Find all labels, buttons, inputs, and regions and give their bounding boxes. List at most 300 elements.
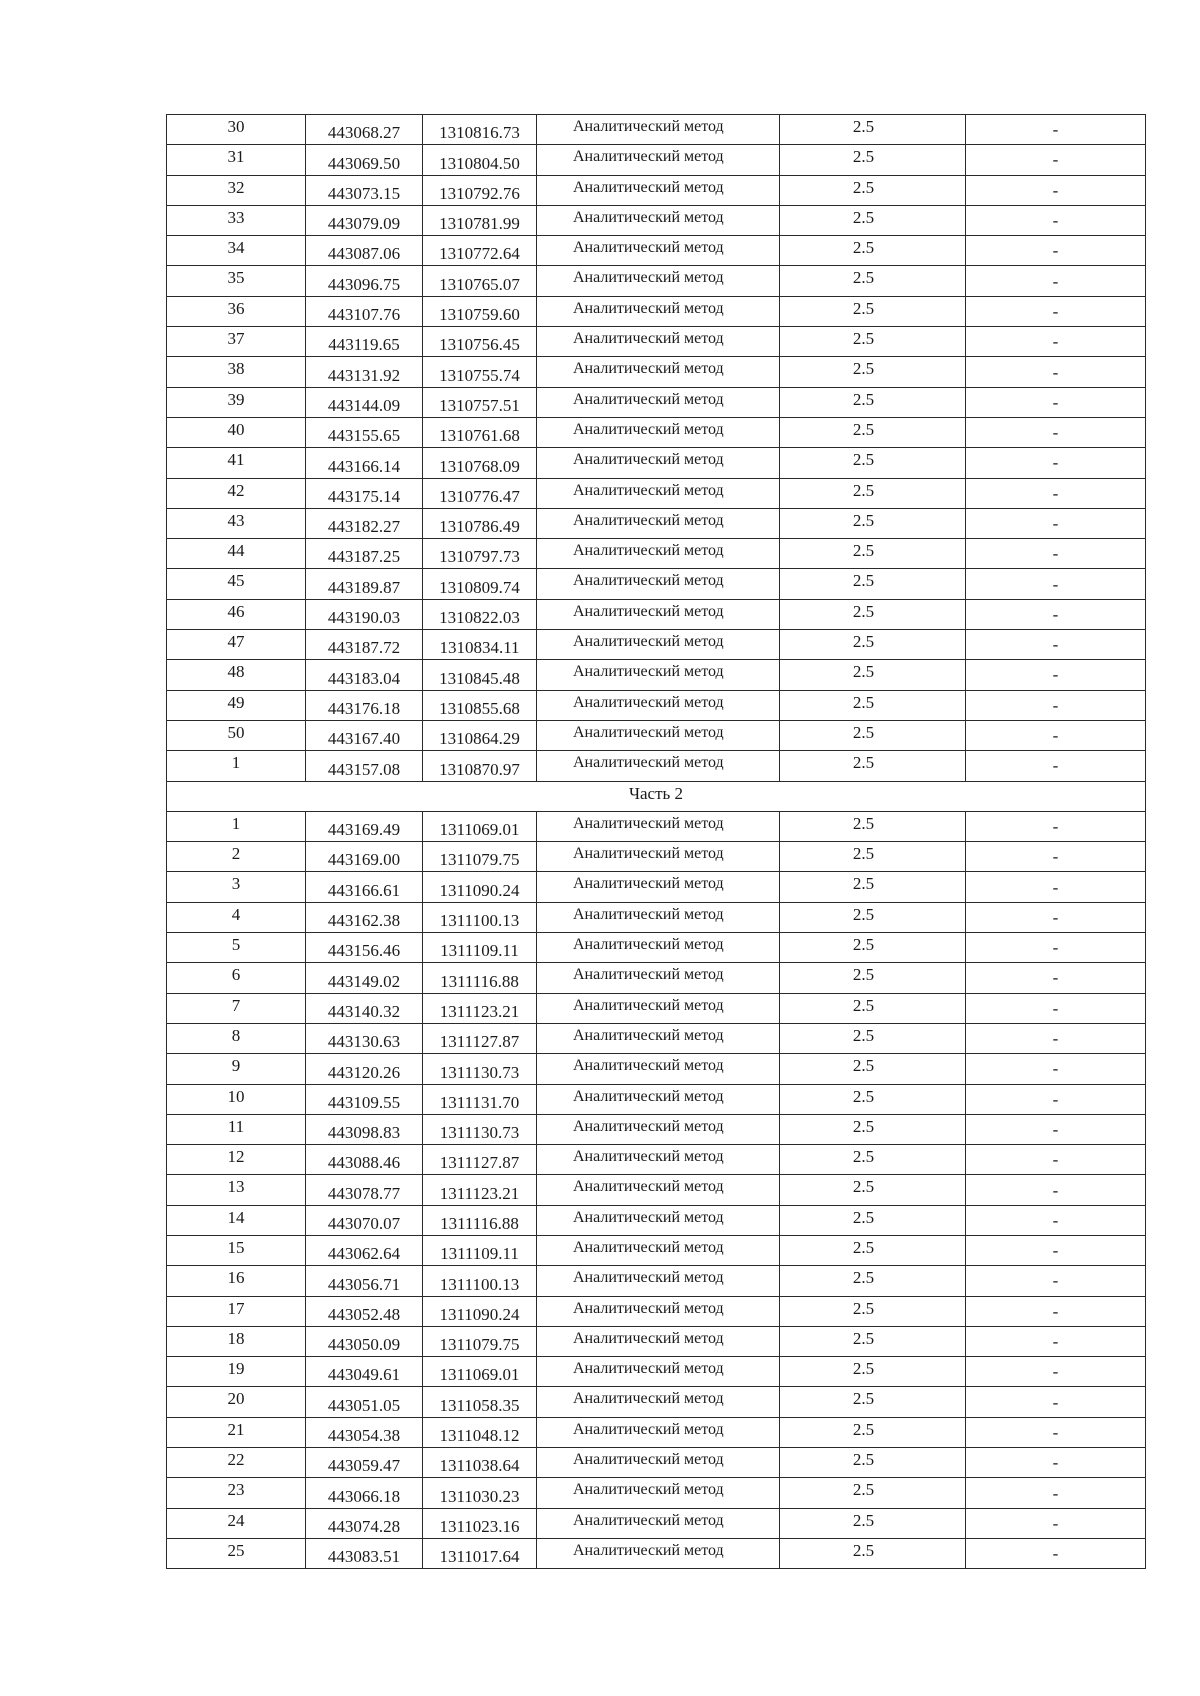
description-cell: -: [966, 1326, 1146, 1356]
point-number-cell: 40: [167, 417, 306, 447]
x-coordinate-cell: 443059.47: [306, 1448, 423, 1478]
description-cell: -: [966, 1508, 1146, 1538]
accuracy-cell: 2.5: [780, 751, 966, 781]
table-row: [167, 569, 1146, 599]
y-coordinate-cell: 1310855.68: [423, 690, 537, 720]
y-coordinate-cell: 1311127.87: [423, 1023, 537, 1053]
table-row: [167, 1175, 1146, 1205]
accuracy-cell: 2.5: [780, 266, 966, 296]
table-row: [167, 1417, 1146, 1447]
x-coordinate-cell: 443167.40: [306, 720, 423, 750]
x-coordinate-cell: 443166.61: [306, 872, 423, 902]
x-coordinate-cell: 443068.27: [306, 115, 423, 145]
method-cell: Аналитический метод: [537, 1357, 780, 1387]
method-cell: Аналитический метод: [537, 1205, 780, 1235]
x-coordinate-cell: 443155.65: [306, 417, 423, 447]
point-number-cell: 21: [167, 1417, 306, 1447]
x-coordinate-cell: 443187.25: [306, 539, 423, 569]
description-cell: -: [966, 478, 1146, 508]
table-row: [167, 1296, 1146, 1326]
method-cell: Аналитический метод: [537, 1387, 780, 1417]
description-cell: -: [966, 266, 1146, 296]
table-row: [167, 1326, 1146, 1356]
table-row: [167, 448, 1146, 478]
accuracy-cell: 2.5: [780, 145, 966, 175]
description-cell: -: [966, 1175, 1146, 1205]
accuracy-cell: 2.5: [780, 963, 966, 993]
method-cell: Аналитический метод: [537, 660, 780, 690]
table-row: [167, 1145, 1146, 1175]
table-row: [167, 842, 1146, 872]
description-cell: -: [966, 842, 1146, 872]
description-cell: -: [966, 1023, 1146, 1053]
method-cell: Аналитический метод: [537, 1478, 780, 1508]
y-coordinate-cell: 1311069.01: [423, 1357, 537, 1387]
description-cell: -: [966, 1357, 1146, 1387]
point-number-cell: 5: [167, 933, 306, 963]
accuracy-cell: 2.5: [780, 448, 966, 478]
y-coordinate-cell: 1310816.73: [423, 115, 537, 145]
point-number-cell: 14: [167, 1205, 306, 1235]
accuracy-cell: 2.5: [780, 236, 966, 266]
coordinates-table: [166, 114, 1146, 1569]
accuracy-cell: 2.5: [780, 630, 966, 660]
table-row: [167, 1357, 1146, 1387]
point-number-cell: 19: [167, 1357, 306, 1387]
accuracy-cell: 2.5: [780, 1448, 966, 1478]
description-cell: -: [966, 508, 1146, 538]
y-coordinate-cell: 1310759.60: [423, 296, 537, 326]
table-row: [167, 1478, 1146, 1508]
accuracy-cell: 2.5: [780, 690, 966, 720]
method-cell: Аналитический метод: [537, 1417, 780, 1447]
description-cell: -: [966, 417, 1146, 447]
method-cell: Аналитический метод: [537, 993, 780, 1023]
table-row: [167, 630, 1146, 660]
accuracy-cell: 2.5: [780, 660, 966, 690]
y-coordinate-cell: 1311017.64: [423, 1538, 537, 1568]
table-row: [167, 751, 1146, 781]
accuracy-cell: 2.5: [780, 720, 966, 750]
method-cell: Аналитический метод: [537, 842, 780, 872]
method-cell: Аналитический метод: [537, 1508, 780, 1538]
accuracy-cell: 2.5: [780, 1326, 966, 1356]
y-coordinate-cell: 1311079.75: [423, 842, 537, 872]
point-number-cell: 16: [167, 1266, 306, 1296]
table-row: [167, 1235, 1146, 1265]
accuracy-cell: 2.5: [780, 933, 966, 963]
y-coordinate-cell: 1311100.13: [423, 1266, 537, 1296]
table-row: [167, 357, 1146, 387]
accuracy-cell: 2.5: [780, 1054, 966, 1084]
y-coordinate-cell: 1311116.88: [423, 963, 537, 993]
method-cell: Аналитический метод: [537, 811, 780, 841]
accuracy-cell: 2.5: [780, 1387, 966, 1417]
method-cell: Аналитический метод: [537, 902, 780, 932]
point-number-cell: 2: [167, 842, 306, 872]
y-coordinate-cell: 1310822.03: [423, 599, 537, 629]
method-cell: Аналитический метод: [537, 478, 780, 508]
table-row: [167, 963, 1146, 993]
point-number-cell: 1: [167, 751, 306, 781]
x-coordinate-cell: 443140.32: [306, 993, 423, 1023]
accuracy-cell: 2.5: [780, 1417, 966, 1447]
description-cell: -: [966, 872, 1146, 902]
description-cell: -: [966, 1054, 1146, 1084]
point-number-cell: 38: [167, 357, 306, 387]
x-coordinate-cell: 443052.48: [306, 1296, 423, 1326]
x-coordinate-cell: 443088.46: [306, 1145, 423, 1175]
accuracy-cell: 2.5: [780, 205, 966, 235]
y-coordinate-cell: 1310834.11: [423, 630, 537, 660]
accuracy-cell: 2.5: [780, 1508, 966, 1538]
y-coordinate-cell: 1311127.87: [423, 1145, 537, 1175]
point-number-cell: 31: [167, 145, 306, 175]
x-coordinate-cell: 443144.09: [306, 387, 423, 417]
method-cell: Аналитический метод: [537, 539, 780, 569]
x-coordinate-cell: 443051.05: [306, 1387, 423, 1417]
point-number-cell: 32: [167, 175, 306, 205]
method-cell: Аналитический метод: [537, 1023, 780, 1053]
method-cell: Аналитический метод: [537, 296, 780, 326]
description-cell: -: [966, 690, 1146, 720]
method-cell: Аналитический метод: [537, 175, 780, 205]
description-cell: -: [966, 448, 1146, 478]
table-row: [167, 1084, 1146, 1114]
method-cell: Аналитический метод: [537, 448, 780, 478]
y-coordinate-cell: 1310809.74: [423, 569, 537, 599]
table-row: [167, 872, 1146, 902]
method-cell: Аналитический метод: [537, 1266, 780, 1296]
point-number-cell: 12: [167, 1145, 306, 1175]
x-coordinate-cell: 443157.08: [306, 751, 423, 781]
description-cell: -: [966, 1387, 1146, 1417]
point-number-cell: 35: [167, 266, 306, 296]
point-number-cell: 39: [167, 387, 306, 417]
description-cell: -: [966, 387, 1146, 417]
description-cell: -: [966, 115, 1146, 145]
description-cell: -: [966, 1296, 1146, 1326]
part-2-heading: Часть 2: [167, 781, 1146, 811]
y-coordinate-cell: 1311130.73: [423, 1114, 537, 1144]
x-coordinate-cell: 443107.76: [306, 296, 423, 326]
x-coordinate-cell: 443078.77: [306, 1175, 423, 1205]
method-cell: Аналитический метод: [537, 1326, 780, 1356]
point-number-cell: 15: [167, 1235, 306, 1265]
method-cell: Аналитический метод: [537, 1296, 780, 1326]
table-row: [167, 417, 1146, 447]
description-cell: -: [966, 811, 1146, 841]
y-coordinate-cell: 1311116.88: [423, 1205, 537, 1235]
method-cell: Аналитический метод: [537, 1538, 780, 1568]
description-cell: -: [966, 1235, 1146, 1265]
description-cell: -: [966, 327, 1146, 357]
description-cell: -: [966, 993, 1146, 1023]
point-number-cell: 23: [167, 1478, 306, 1508]
accuracy-cell: 2.5: [780, 1175, 966, 1205]
x-coordinate-cell: 443087.06: [306, 236, 423, 266]
x-coordinate-cell: 443083.51: [306, 1538, 423, 1568]
point-number-cell: 6: [167, 963, 306, 993]
description-cell: -: [966, 205, 1146, 235]
accuracy-cell: 2.5: [780, 1478, 966, 1508]
table-row: [167, 327, 1146, 357]
point-number-cell: 49: [167, 690, 306, 720]
point-number-cell: 42: [167, 478, 306, 508]
description-cell: -: [966, 1478, 1146, 1508]
table-row: [167, 266, 1146, 296]
point-number-cell: 17: [167, 1296, 306, 1326]
point-number-cell: 44: [167, 539, 306, 569]
y-coordinate-cell: 1311030.23: [423, 1478, 537, 1508]
y-coordinate-cell: 1311090.24: [423, 872, 537, 902]
table-row: [167, 145, 1146, 175]
accuracy-cell: 2.5: [780, 599, 966, 629]
accuracy-cell: 2.5: [780, 387, 966, 417]
accuracy-cell: 2.5: [780, 296, 966, 326]
method-cell: Аналитический метод: [537, 569, 780, 599]
method-cell: Аналитический метод: [537, 327, 780, 357]
accuracy-cell: 2.5: [780, 1538, 966, 1568]
method-cell: Аналитический метод: [537, 1145, 780, 1175]
point-number-cell: 36: [167, 296, 306, 326]
accuracy-cell: 2.5: [780, 902, 966, 932]
table-row: [167, 690, 1146, 720]
x-coordinate-cell: 443187.72: [306, 630, 423, 660]
method-cell: Аналитический метод: [537, 1114, 780, 1144]
point-number-cell: 50: [167, 720, 306, 750]
x-coordinate-cell: 443119.65: [306, 327, 423, 357]
accuracy-cell: 2.5: [780, 417, 966, 447]
x-coordinate-cell: 443131.92: [306, 357, 423, 387]
table-row: [167, 296, 1146, 326]
table-row: [167, 1448, 1146, 1478]
method-cell: Аналитический метод: [537, 720, 780, 750]
point-number-cell: 43: [167, 508, 306, 538]
y-coordinate-cell: 1311090.24: [423, 1296, 537, 1326]
description-cell: -: [966, 630, 1146, 660]
accuracy-cell: 2.5: [780, 1357, 966, 1387]
y-coordinate-cell: 1310755.74: [423, 357, 537, 387]
table-row: [167, 811, 1146, 841]
point-number-cell: 7: [167, 993, 306, 1023]
y-coordinate-cell: 1311048.12: [423, 1417, 537, 1447]
method-cell: Аналитический метод: [537, 1054, 780, 1084]
point-number-cell: 41: [167, 448, 306, 478]
table-row: [167, 236, 1146, 266]
description-cell: -: [966, 1205, 1146, 1235]
method-cell: Аналитический метод: [537, 751, 780, 781]
x-coordinate-cell: 443096.75: [306, 266, 423, 296]
y-coordinate-cell: 1310761.68: [423, 417, 537, 447]
point-number-cell: 25: [167, 1538, 306, 1568]
y-coordinate-cell: 1311069.01: [423, 811, 537, 841]
y-coordinate-cell: 1311131.70: [423, 1084, 537, 1114]
x-coordinate-cell: 443182.27: [306, 508, 423, 538]
y-coordinate-cell: 1310772.64: [423, 236, 537, 266]
table-row: [167, 1387, 1146, 1417]
x-coordinate-cell: 443079.09: [306, 205, 423, 235]
accuracy-cell: 2.5: [780, 1114, 966, 1144]
accuracy-cell: 2.5: [780, 1084, 966, 1114]
x-coordinate-cell: 443162.38: [306, 902, 423, 932]
description-cell: -: [966, 1114, 1146, 1144]
x-coordinate-cell: 443054.38: [306, 1417, 423, 1447]
table-row: [167, 1266, 1146, 1296]
y-coordinate-cell: 1310757.51: [423, 387, 537, 417]
y-coordinate-cell: 1311100.13: [423, 902, 537, 932]
table-row: [167, 478, 1146, 508]
accuracy-cell: 2.5: [780, 811, 966, 841]
method-cell: Аналитический метод: [537, 1175, 780, 1205]
table-row: [167, 902, 1146, 932]
point-number-cell: 46: [167, 599, 306, 629]
method-cell: Аналитический метод: [537, 357, 780, 387]
accuracy-cell: 2.5: [780, 1145, 966, 1175]
point-number-cell: 20: [167, 1387, 306, 1417]
y-coordinate-cell: 1310776.47: [423, 478, 537, 508]
description-cell: -: [966, 539, 1146, 569]
x-coordinate-cell: 443074.28: [306, 1508, 423, 1538]
point-number-cell: 45: [167, 569, 306, 599]
x-coordinate-cell: 443189.87: [306, 569, 423, 599]
accuracy-cell: 2.5: [780, 327, 966, 357]
method-cell: Аналитический метод: [537, 145, 780, 175]
y-coordinate-cell: 1310786.49: [423, 508, 537, 538]
table-row: [167, 387, 1146, 417]
point-number-cell: 3: [167, 872, 306, 902]
method-cell: Аналитический метод: [537, 115, 780, 145]
point-number-cell: 1: [167, 811, 306, 841]
accuracy-cell: 2.5: [780, 1205, 966, 1235]
accuracy-cell: 2.5: [780, 1023, 966, 1053]
description-cell: -: [966, 1538, 1146, 1568]
accuracy-cell: 2.5: [780, 842, 966, 872]
y-coordinate-cell: 1310864.29: [423, 720, 537, 750]
accuracy-cell: 2.5: [780, 357, 966, 387]
point-number-cell: 33: [167, 205, 306, 235]
point-number-cell: 13: [167, 1175, 306, 1205]
y-coordinate-cell: 1310792.76: [423, 175, 537, 205]
description-cell: -: [966, 1145, 1146, 1175]
point-number-cell: 8: [167, 1023, 306, 1053]
description-cell: -: [966, 963, 1146, 993]
point-number-cell: 37: [167, 327, 306, 357]
method-cell: Аналитический метод: [537, 387, 780, 417]
method-cell: Аналитический метод: [537, 1448, 780, 1478]
x-coordinate-cell: 443175.14: [306, 478, 423, 508]
accuracy-cell: 2.5: [780, 872, 966, 902]
point-number-cell: 11: [167, 1114, 306, 1144]
table-row: [167, 205, 1146, 235]
coordinates-table-body: [167, 115, 1146, 1569]
table-row: [167, 1023, 1146, 1053]
y-coordinate-cell: 1310781.99: [423, 205, 537, 235]
accuracy-cell: 2.5: [780, 1235, 966, 1265]
method-cell: Аналитический метод: [537, 417, 780, 447]
method-cell: Аналитический метод: [537, 599, 780, 629]
x-coordinate-cell: 443149.02: [306, 963, 423, 993]
x-coordinate-cell: 443166.14: [306, 448, 423, 478]
x-coordinate-cell: 443056.71: [306, 1266, 423, 1296]
accuracy-cell: 2.5: [780, 993, 966, 1023]
y-coordinate-cell: 1310765.07: [423, 266, 537, 296]
x-coordinate-cell: 443156.46: [306, 933, 423, 963]
description-cell: -: [966, 1266, 1146, 1296]
description-cell: -: [966, 296, 1146, 326]
point-number-cell: 9: [167, 1054, 306, 1084]
table-row: [167, 599, 1146, 629]
point-number-cell: 48: [167, 660, 306, 690]
description-cell: -: [966, 751, 1146, 781]
x-coordinate-cell: 443070.07: [306, 1205, 423, 1235]
method-cell: Аналитический метод: [537, 872, 780, 902]
y-coordinate-cell: 1311023.16: [423, 1508, 537, 1538]
y-coordinate-cell: 1311123.21: [423, 1175, 537, 1205]
method-cell: Аналитический метод: [537, 963, 780, 993]
x-coordinate-cell: 443183.04: [306, 660, 423, 690]
y-coordinate-cell: 1310870.97: [423, 751, 537, 781]
description-cell: -: [966, 902, 1146, 932]
x-coordinate-cell: 443098.83: [306, 1114, 423, 1144]
point-number-cell: 4: [167, 902, 306, 932]
point-number-cell: 22: [167, 1448, 306, 1478]
x-coordinate-cell: 443066.18: [306, 1478, 423, 1508]
y-coordinate-cell: 1310768.09: [423, 448, 537, 478]
description-cell: -: [966, 357, 1146, 387]
x-coordinate-cell: 443049.61: [306, 1357, 423, 1387]
description-cell: -: [966, 1448, 1146, 1478]
table-row: [167, 720, 1146, 750]
y-coordinate-cell: 1310845.48: [423, 660, 537, 690]
method-cell: Аналитический метод: [537, 266, 780, 296]
x-coordinate-cell: 443130.63: [306, 1023, 423, 1053]
point-number-cell: 18: [167, 1326, 306, 1356]
table-row: [167, 1508, 1146, 1538]
y-coordinate-cell: 1310797.73: [423, 539, 537, 569]
point-number-cell: 30: [167, 115, 306, 145]
x-coordinate-cell: 443062.64: [306, 1235, 423, 1265]
y-coordinate-cell: 1311109.11: [423, 933, 537, 963]
x-coordinate-cell: 443073.15: [306, 175, 423, 205]
description-cell: -: [966, 569, 1146, 599]
table-row: [167, 1538, 1146, 1568]
x-coordinate-cell: 443050.09: [306, 1326, 423, 1356]
y-coordinate-cell: 1311079.75: [423, 1326, 537, 1356]
accuracy-cell: 2.5: [780, 1296, 966, 1326]
table-row: [167, 1054, 1146, 1084]
method-cell: Аналитический метод: [537, 933, 780, 963]
description-cell: -: [966, 720, 1146, 750]
accuracy-cell: 2.5: [780, 175, 966, 205]
table-row: [167, 175, 1146, 205]
accuracy-cell: 2.5: [780, 115, 966, 145]
y-coordinate-cell: 1310804.50: [423, 145, 537, 175]
x-coordinate-cell: 443109.55: [306, 1084, 423, 1114]
method-cell: Аналитический метод: [537, 690, 780, 720]
y-coordinate-cell: 1311038.64: [423, 1448, 537, 1478]
table-row: [167, 539, 1146, 569]
description-cell: -: [966, 175, 1146, 205]
y-coordinate-cell: 1311130.73: [423, 1054, 537, 1084]
method-cell: Аналитический метод: [537, 205, 780, 235]
description-cell: -: [966, 599, 1146, 629]
table-row: [167, 993, 1146, 1023]
method-cell: Аналитический метод: [537, 630, 780, 660]
y-coordinate-cell: 1311058.35: [423, 1387, 537, 1417]
x-coordinate-cell: 443069.50: [306, 145, 423, 175]
x-coordinate-cell: 443176.18: [306, 690, 423, 720]
